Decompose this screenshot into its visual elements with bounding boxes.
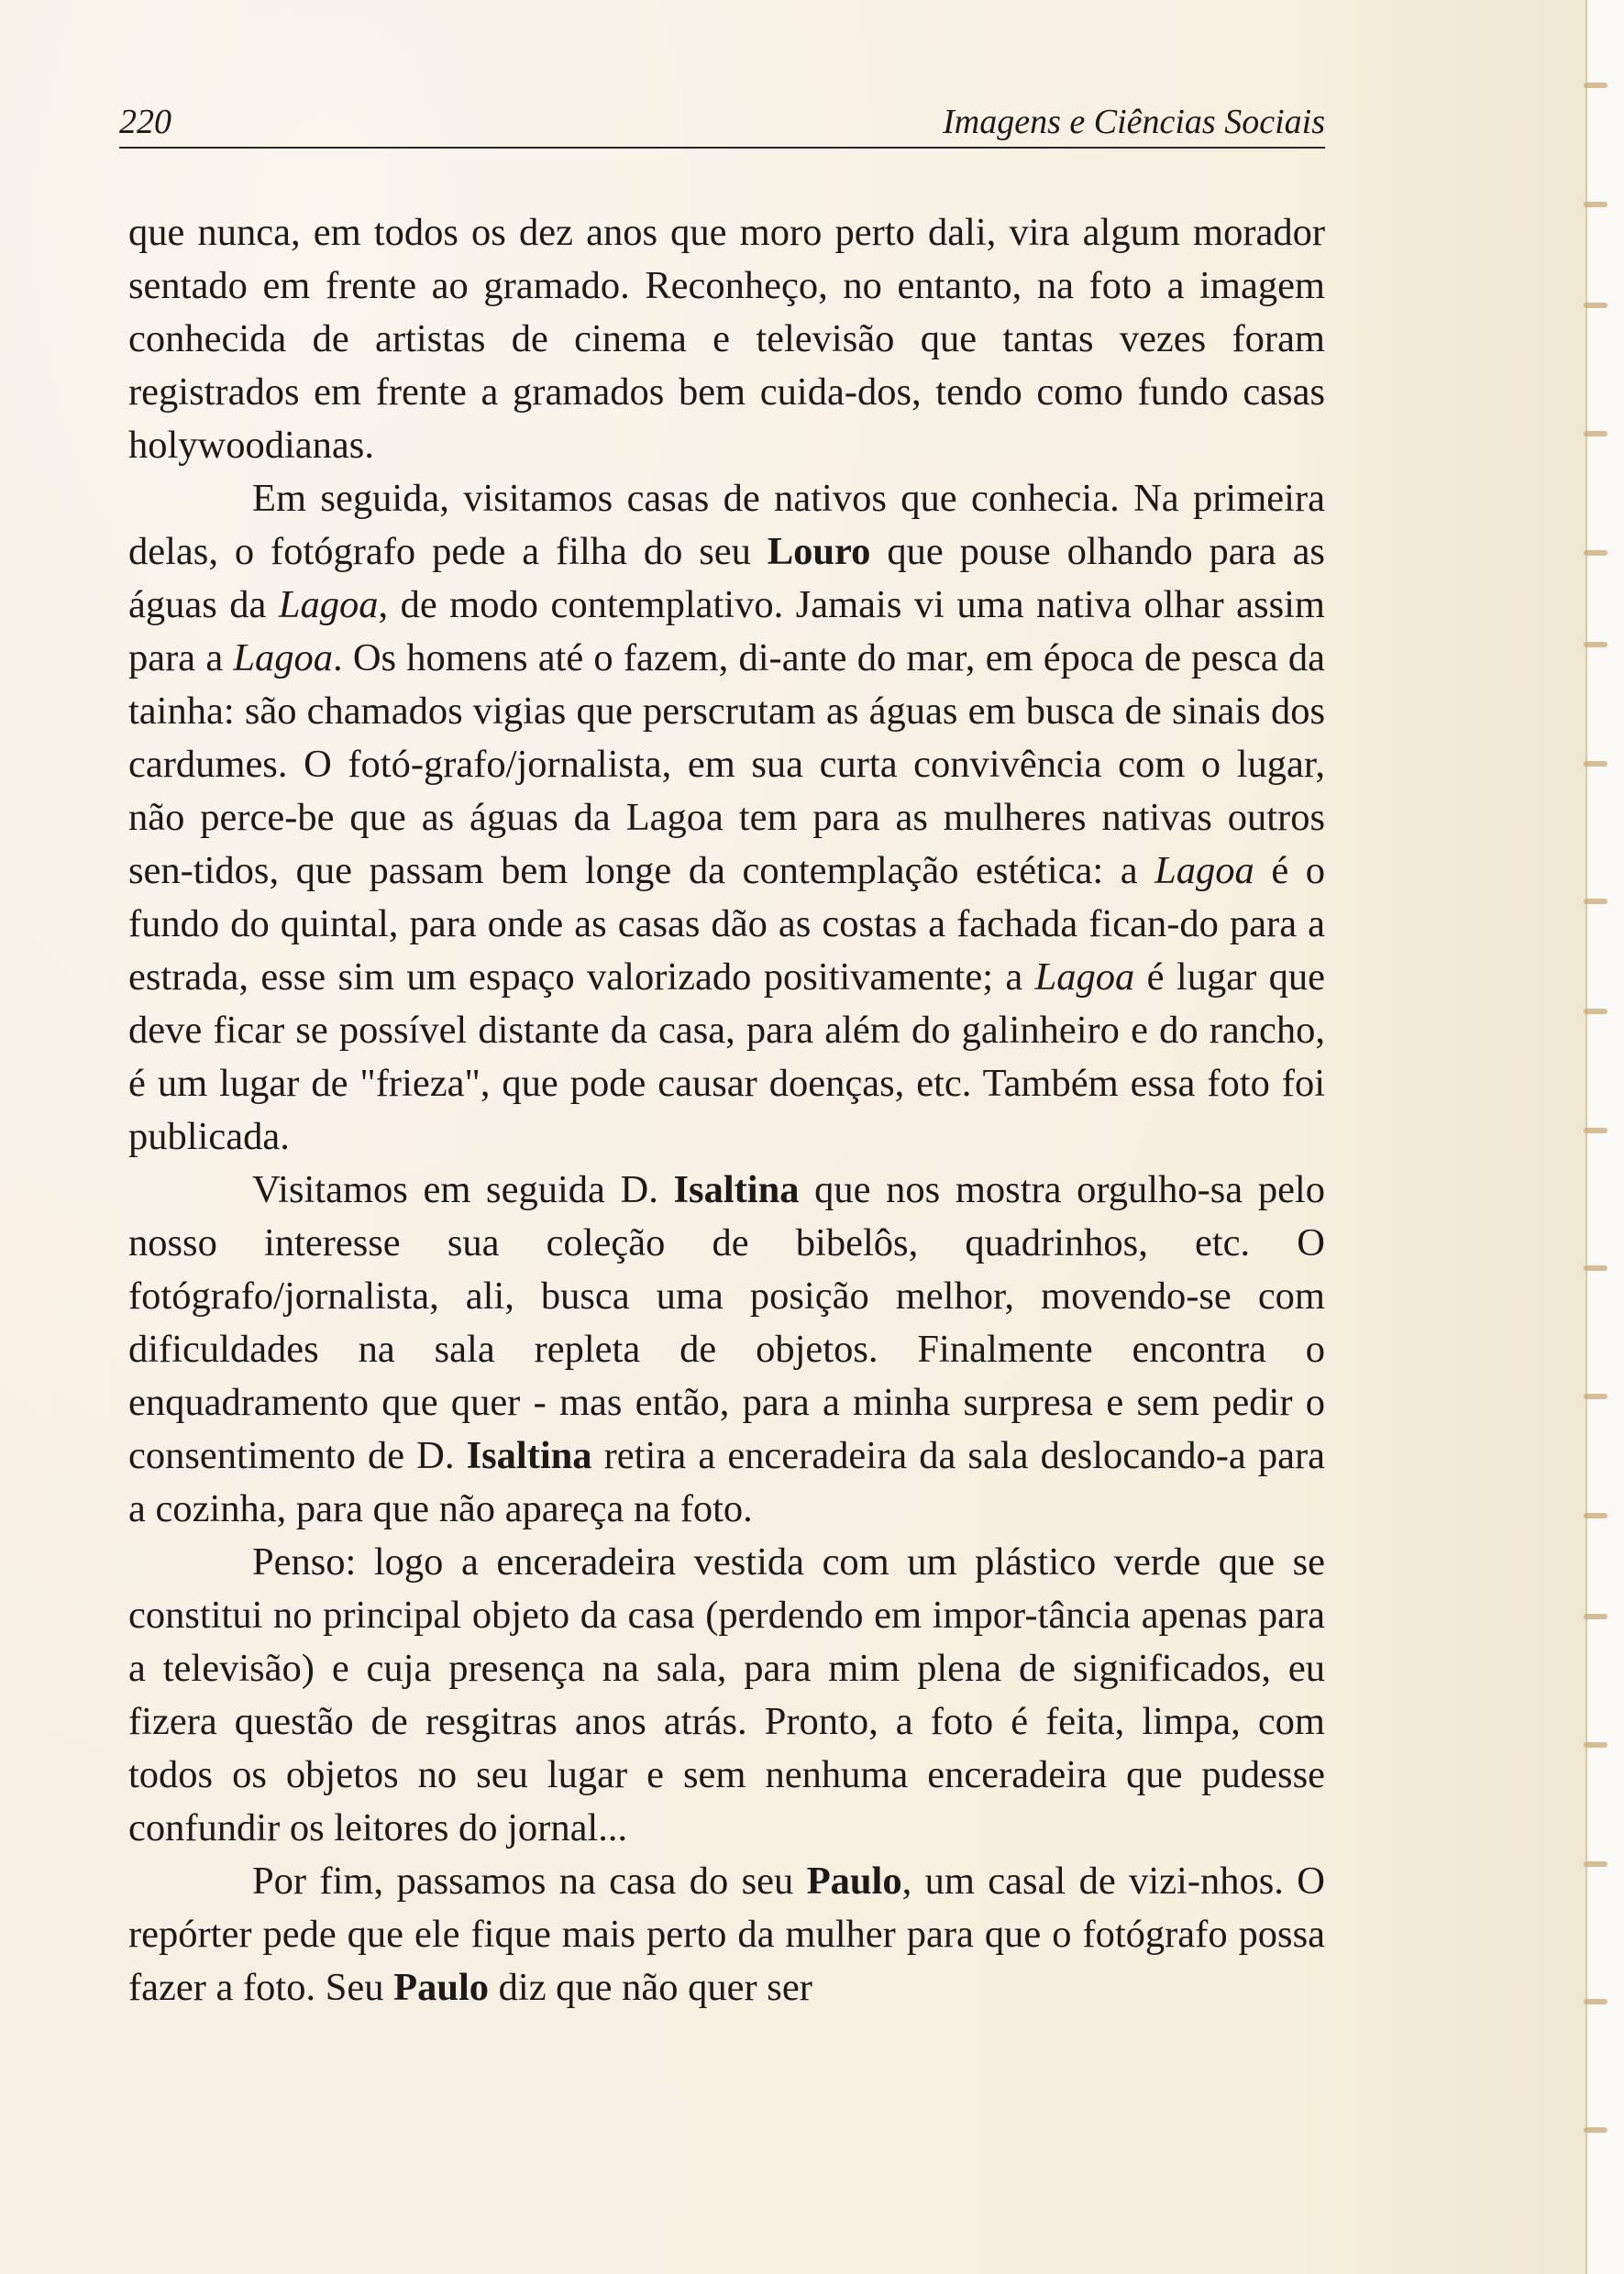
edge-wear-mark <box>1584 1513 1607 1518</box>
text-run: é lugar que deve ficar se possível distante da casa, para além do galinheiro e do rancho, é um lugar de "frieza", que pode causar doenças, etc. Também essa foto foi publicada. <box>128 955 1325 1158</box>
edge-wear-mark <box>1584 899 1607 904</box>
page-edge <box>1585 0 1624 2274</box>
page-number: 220 <box>119 103 171 141</box>
paragraph <box>128 1855 1325 2015</box>
paragraph <box>128 472 1325 1164</box>
edge-wear-mark <box>1584 431 1607 436</box>
text-run: Em seguida, visitamos casas de nativos que conhecia. Na primeira delas, o fotógrafo pede a filha do seu <box>128 477 1325 573</box>
text-run: que pouse olhando para as águas da <box>128 530 1325 626</box>
edge-wear-mark <box>1584 761 1607 767</box>
edge-wear-mark <box>1584 1999 1607 2004</box>
edge-wear-mark <box>1584 2127 1607 2133</box>
edge-wear-mark <box>1584 1394 1607 1399</box>
running-header <box>119 99 1325 145</box>
bold-name: Paulo <box>393 1966 490 2009</box>
text-run: é o fundo do quintal, para onde as casas dão as costas a fachada fican-do para a estrada, esse sim um espaço valorizado positivamente; a <box>128 849 1325 999</box>
edge-wear-mark <box>1584 1614 1607 1619</box>
italic-term: Lagoa <box>1154 849 1254 892</box>
text-run: retira a enceradeira da sala deslocando-a para a cozinha, para que não apareça na foto. <box>128 1434 1325 1530</box>
text-run: diz que não quer ser <box>489 1966 812 2009</box>
text-run: Visitamos em seguida D. <box>252 1168 674 1211</box>
running-title: Imagens e Ciências Sociais <box>943 103 1325 141</box>
text-run: , um casal de vizi-nhos. O repórter pede que ele fique mais perto da mulher para que o fotógrafo possa fazer a foto. Seu <box>128 1860 1325 2009</box>
bold-name: Paulo <box>806 1860 902 1903</box>
edge-wear-mark <box>1584 303 1607 308</box>
text-run: Por fim, passamos na casa do seu <box>252 1860 807 1903</box>
bold-name: Louro <box>767 530 871 573</box>
header-rule <box>119 147 1325 149</box>
edge-wear-mark <box>1584 642 1607 647</box>
edge-wear-mark <box>1584 1861 1607 1867</box>
edge-wear-mark <box>1584 1742 1607 1748</box>
edge-wear-mark <box>1584 202 1607 207</box>
text-run: . Os homens até o fazem, di-ante do mar, em época de pesca da tainha: são chamados vigias que perscrutam as águas em busca de sinais dos cardumes. O fotó-grafo/jornalista, em sua curta convivência com o lugar, não perce-be que as águas da Lagoa tem para as mulheres nativas outros sen-tidos, que passam bem longe da contemplação estética: a <box>128 636 1325 892</box>
edge-wear-mark <box>1584 83 1607 88</box>
bold-name: Isaltina <box>466 1434 592 1477</box>
text-run: que nos mostra orgulho-sa pelo nosso interesse sua coleção de bibelôs, quadrinhos, etc. O fotógrafo/jornalista, ali, busca uma posição melhor, movendo-se com dificuldades na sala repleta de objetos. Finalmente encontra o enquadramento que quer - mas então, para a minha surpresa e sem pedir o consentimento de D. <box>128 1168 1325 1477</box>
edge-wear-mark <box>1584 1009 1607 1014</box>
italic-term: Lagoa <box>278 583 379 626</box>
bold-name: Isaltina <box>673 1168 800 1211</box>
edge-wear-mark <box>1584 550 1607 556</box>
text-run: Penso: logo a enceradeira vestida com um plástico verde que se constitui no principal objeto da casa (perdendo em impor-tância apenas para a televisão) e cuja presença na sala, para mim plena de significados, eu fizera questão de resgitras anos atrás. Pronto, a foto é feita, limpa, com todos os objetos no seu lugar e sem nenhuma enceradeira que pudesse confundir os leitores do jornal... <box>128 1540 1325 1849</box>
edge-wear-mark <box>1584 1265 1607 1271</box>
paragraph <box>128 1164 1325 1536</box>
text-run: , de modo contemplativo. Jamais vi uma nativa olhar assim para a <box>128 583 1325 679</box>
edge-wear-mark <box>1584 1128 1607 1133</box>
text-run: que nunca, em todos os dez anos que moro perto dali, vira algum morador sentado em frente ao gramado. Reconheço, no entanto, na foto a imagem conhecida de artistas de cinema e televisão que tantas vezes foram registrados em frente a gramados bem cuida-dos, tendo como fundo casas holywoodianas. <box>128 211 1325 467</box>
paragraph <box>128 206 1325 472</box>
body-text <box>128 206 1325 2015</box>
italic-term: Lagoa <box>233 636 334 679</box>
paragraph <box>128 1536 1325 1855</box>
italic-term: Lagoa <box>1034 955 1135 999</box>
